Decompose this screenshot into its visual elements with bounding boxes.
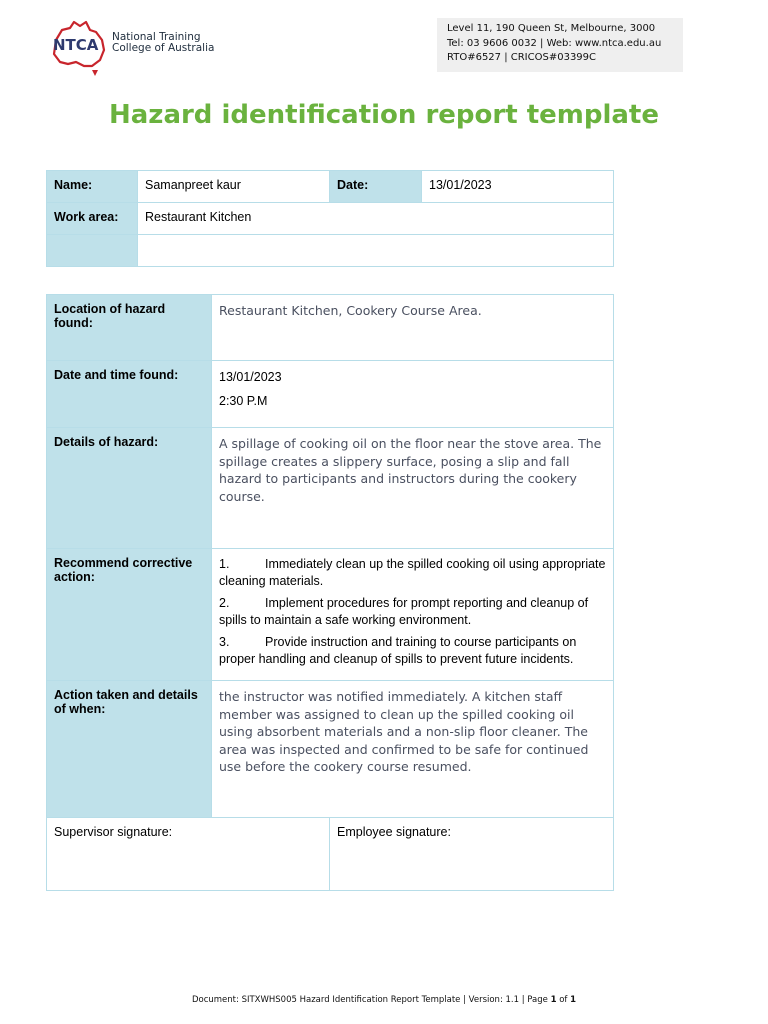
datetime-label: Date and time found: xyxy=(47,361,212,428)
date-found: 13/01/2023 xyxy=(219,370,282,384)
corrective-action-text: Implement procedures for prompt reporting and cleanup of spills to maintain a safe working environment. xyxy=(219,596,589,627)
action-taken-value[interactable]: the instructor was notified immediately. A kitchen staff member was assigned to clean up the spilled cooking oil using absorbent materials and a non-slip floor cleaner. The area was inspected and confirmed to be safe for continued use before the cookery course resumed. xyxy=(212,681,614,818)
logo-abbreviation: NTCA xyxy=(53,36,99,54)
date-label: Date: xyxy=(330,171,422,203)
page-title: Hazard identification report template xyxy=(109,100,659,130)
corrective-action-number: 2. xyxy=(219,596,230,610)
date-value[interactable]: 13/01/2023 xyxy=(422,171,614,203)
supervisor-signature-label: Supervisor signature: xyxy=(54,825,173,839)
location-value[interactable]: Restaurant Kitchen, Cookery Course Area. xyxy=(212,295,614,361)
corrective-action-number: 1. xyxy=(219,557,230,571)
footer-page-total: 1 xyxy=(570,995,577,1005)
logo-name xyxy=(112,32,214,54)
employee-signature-label: Employee signature: xyxy=(337,825,451,839)
corrective-action-text: Provide instruction and training to course participants on proper handling and cleanup of spills to prevent future incidents. xyxy=(219,635,577,666)
location-label: Location of hazard found: xyxy=(47,295,212,361)
corrective-label: Recommend corrective action: xyxy=(47,549,212,681)
name-label: Name: xyxy=(47,171,138,203)
corrective-action-item xyxy=(219,634,606,668)
datetime-value[interactable] xyxy=(212,361,614,428)
corrective-action-item xyxy=(219,595,606,629)
contact-rto-cricos: RTO#6527 | CRICOS#03399C xyxy=(447,52,597,63)
name-value[interactable]: Samanpreet kaur xyxy=(138,171,330,203)
australia-map-icon xyxy=(46,18,112,78)
personal-info-table xyxy=(46,170,614,267)
contact-address: Level 11, 190 Queen St, Melbourne, 3000 xyxy=(447,23,656,34)
footer-document-info: Document: SITXWHS005 Hazard Identification Report Template | Version: 1.1 | Page xyxy=(191,995,551,1005)
logo-name-line1: National Training xyxy=(112,31,201,43)
contact-info-box xyxy=(437,18,683,72)
employee-signature-cell[interactable] xyxy=(330,818,614,891)
ntca-logo xyxy=(46,18,216,78)
work-area-value[interactable]: Restaurant Kitchen xyxy=(138,203,614,235)
corrective-action-text: Immediately clean up the spilled cooking oil using appropriate cleaning materials. xyxy=(219,557,606,588)
time-found: 2:30 P.M xyxy=(219,394,268,408)
contact-phone-web: Tel: 03 9606 0032 | Web: www.ntca.edu.au xyxy=(447,37,662,49)
action-taken-label: Action taken and details of when: xyxy=(47,681,212,818)
hazard-report-table xyxy=(46,294,614,891)
blank-value-cell[interactable] xyxy=(138,235,614,267)
footer-page-number: 1 xyxy=(550,995,557,1005)
page-footer xyxy=(0,995,768,1005)
details-label: Details of hazard: xyxy=(47,428,212,549)
blank-label-cell xyxy=(47,235,138,267)
corrective-action-number: 3. xyxy=(219,635,230,649)
corrective-actions-list[interactable] xyxy=(212,549,614,681)
logo-name-line2: College of Australia xyxy=(112,42,215,54)
corrective-action-item xyxy=(219,556,606,590)
footer-of: of xyxy=(556,995,571,1005)
supervisor-signature-cell[interactable] xyxy=(47,818,330,891)
work-area-label: Work area: xyxy=(47,203,138,235)
details-value[interactable]: A spillage of cooking oil on the floor near the stove area. The spillage creates a slippery surface, posing a slip and fall hazard to participants and instructors during the cookery course. xyxy=(212,428,614,549)
